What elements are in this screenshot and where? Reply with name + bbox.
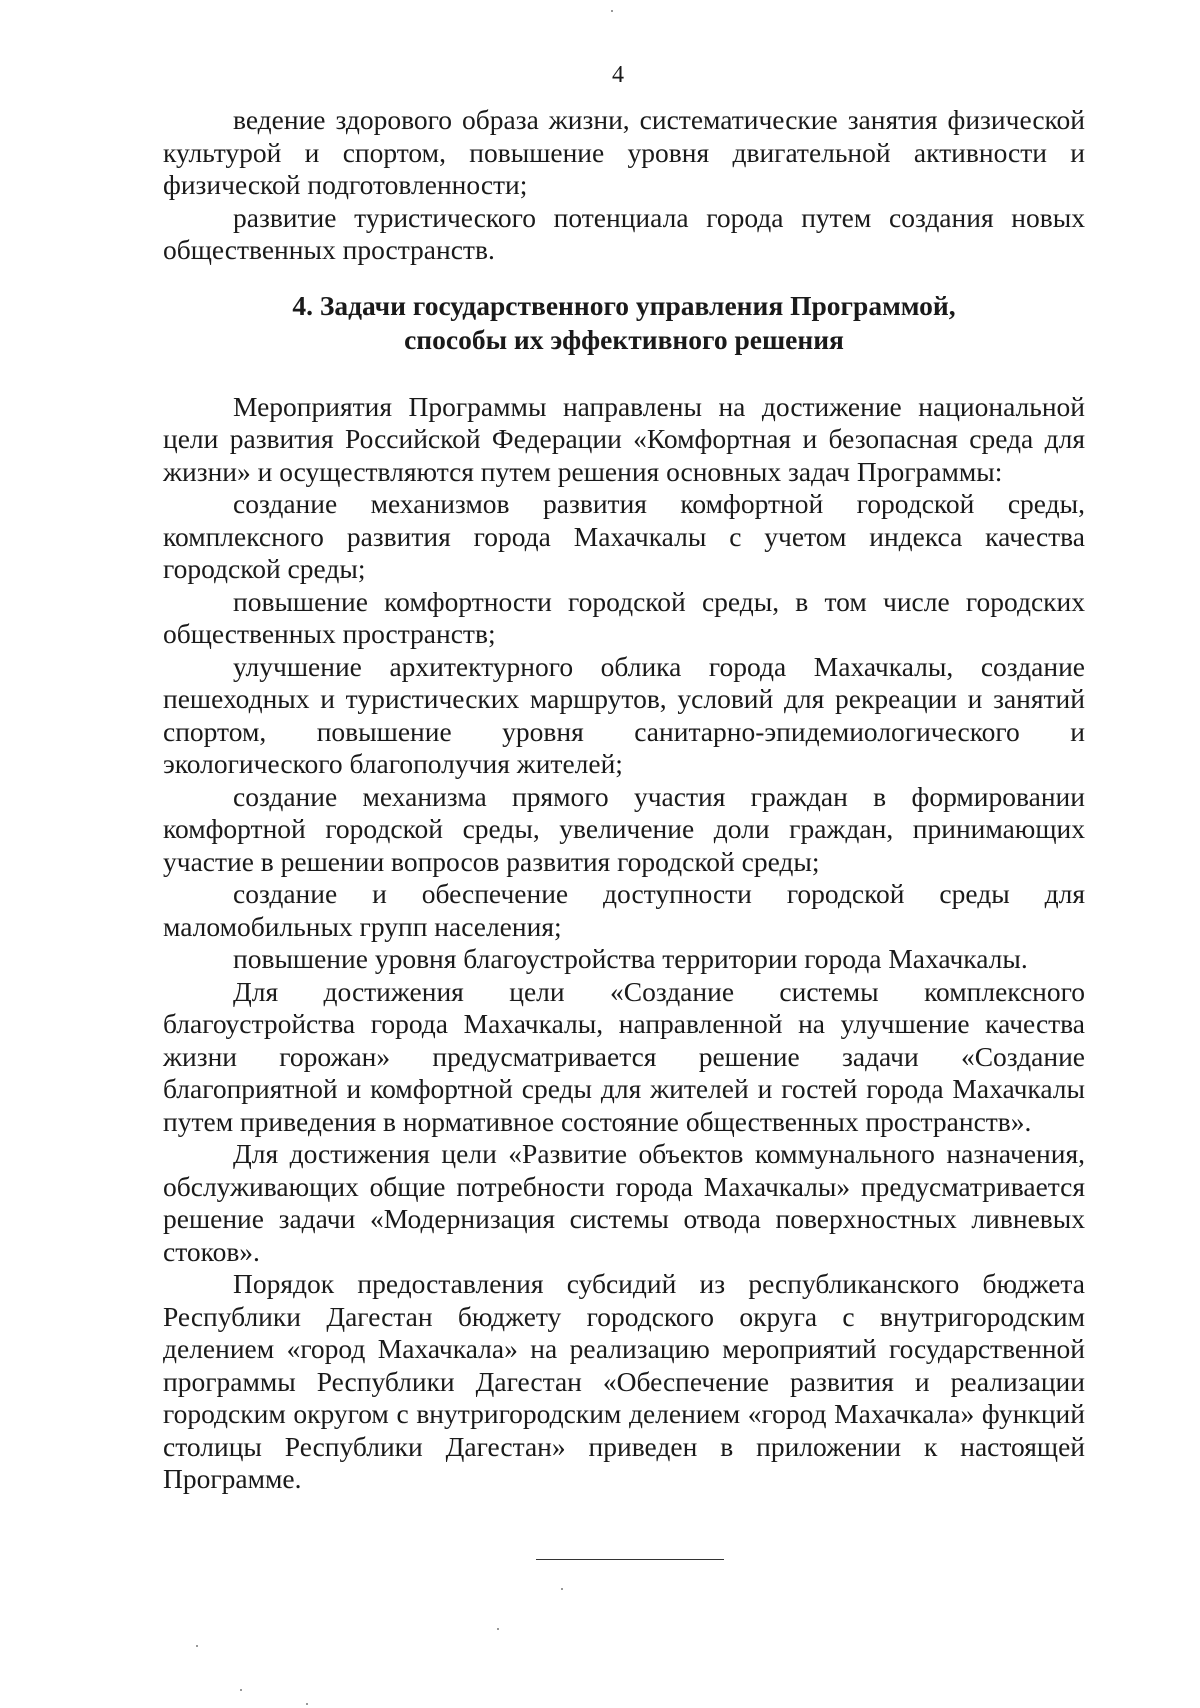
paragraph: ведение здорового образа жизни, систематические занятия физической культурой и спортом, повышение уровня двигательной активности и физической подготовленности; bbox=[163, 104, 1085, 200]
list-item: создание и обеспечение доступности городской среды для маломобильных групп населения; bbox=[163, 878, 1085, 942]
section-heading-line: способы их эффективного решения bbox=[404, 323, 844, 355]
list-item: создание механизмов развития комфортной городской среды, комплексного развития города Махачкалы с учетом индекса качества городской среды; bbox=[163, 488, 1085, 584]
paragraph: Порядок предоставления субсидий из республиканского бюджета Республики Дагестан бюджету городского округа с внутригородским делением «город Махачкала» на реализацию мероприятий государственной программы Республики Дагестан «Обеспечение развития и реализации городским округом с внутригородским делением «город Махачкала» функций столицы Республики Дагестан» приведен в приложении к настоящей Программе. bbox=[163, 1268, 1085, 1494]
paragraph: Для достижения цели «Создание системы комплексного благоустройства города Махачкалы, направленной на улучшение качества жизни горожан» предусматривается решение задачи «Создание благоприятной и комфортной среды для жителей и гостей города Махачкалы путем приведения в нормативное состояние общественных пространств». bbox=[163, 975, 1085, 1137]
scan-speck bbox=[611, 10, 613, 12]
paragraph: Мероприятия Программы направлены на достижение национальной цели развития Российской Федерации «Комфортная и безопасная среда для жизни» и осуществляются путем решения основных задач Программы: bbox=[163, 390, 1085, 487]
scan-speck bbox=[306, 1703, 308, 1705]
list-item: повышение уровня благоустройства территории города Махачкалы. bbox=[233, 943, 1028, 974]
list-item: создание механизма прямого участия граждан в формировании комфортной городской среды, увеличение доли граждан, принимающих участие в решении вопросов развития городской среды; bbox=[163, 780, 1085, 877]
scan-speck bbox=[497, 1628, 499, 1630]
paragraph: развитие туристического потенциала города путем создания новых общественных пространств. bbox=[163, 201, 1085, 265]
section-heading-line: 4. Задачи государственного управления Программой, bbox=[292, 289, 956, 321]
scan-speck bbox=[196, 1645, 198, 1647]
page-number: 4 bbox=[612, 62, 624, 88]
list-item: улучшение архитектурного облика города Махачкалы, создание пешеходных и туристических маршрутов, условий для рекреации и занятий спортом, повышение уровня санитарно-эпидемиологического и экологического благополучия жителей; bbox=[163, 650, 1085, 779]
scan-speck bbox=[240, 1689, 242, 1691]
document-body bbox=[163, 104, 1085, 1496]
paragraph: Для достижения цели «Развитие объектов коммунального назначения, обслуживающих общие потребности города Махачкалы» предусматривается решение задачи «Модернизация системы отвода поверхностных ливневых стоков». bbox=[163, 1138, 1085, 1267]
section-heading bbox=[163, 289, 1085, 357]
scan-speck bbox=[561, 1588, 563, 1590]
list-item: повышение комфортности городской среды, в том числе городских общественных пространств; bbox=[163, 585, 1085, 649]
end-of-text-rule bbox=[536, 1559, 724, 1560]
